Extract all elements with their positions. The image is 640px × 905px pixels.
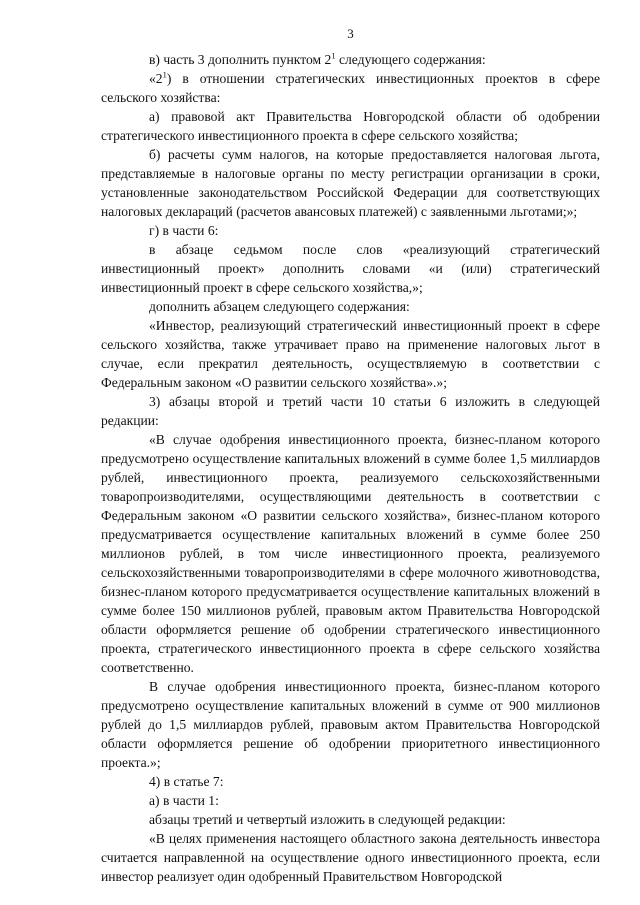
page-number: 3: [347, 26, 354, 41]
paragraph: а) правовой акт Правительства Новгородской области об одобрении стратегического инвестиционного проекта в сфере сельского хозяйства;: [101, 109, 600, 143]
paragraph: дополнить абзацем следующего содержания:: [149, 299, 410, 314]
paragraph: а) в части 1:: [149, 793, 219, 808]
paragraph: г) в части 6:: [149, 223, 219, 238]
paragraph: 4) в статье 7:: [149, 774, 224, 789]
document-body: [101, 50, 600, 886]
paragraph: б) расчеты сумм налогов, на которые предоставляется налоговая льгота, представляемые в налоговые органы по месту регистрации организации в сроки, установленные законодательством Российской Федерации для соответствующих налоговых деклараций (расчетов авансовых платежей) с заявленными льготами;»;: [101, 147, 600, 219]
paragraph: «В случае одобрения инвестиционного проекта, бизнес-планом которого предусмотрено осуществление капитальных вложений в сумме более 1,5 миллиардов рублей, инвестиционного проекта, реализуемого сельскохозяйственными товаропроизводителями, осуществляющими деятельность в соответствии с Федеральным законом «О развитии сельского хозяйства», бизнес-планом которого предусматривается осуществление капитальных вложений в сумме более 250 миллионов рублей, в том числе инвестиционного проекта, реализуемого сельскохозяйственными товаропроизводителями в сфере молочного животноводства, бизнес-планом которого предусматривается осуществление капитальных вложений в сумме более 150 миллионов рублей, правовым актом Правительства Новгородской области оформляется решение об одобрении стратегического инвестиционного проекта, стратегического инвестиционного проекта в сфере сельского хозяйства соответственно.: [101, 432, 600, 675]
paragraph: в) часть 3 дополнить пунктом $2^1$ следующего содержания:: [149, 50, 486, 67]
paragraph: абзацы третий и четвертый изложить в следующей редакции:: [149, 812, 506, 827]
paragraph: 3) абзацы второй и третий части 10 статьи 6 изложить в следующей редакции:: [101, 394, 600, 428]
paragraph: «Инвестор, реализующий стратегический инвестиционный проект в сфере сельского хозяйства, также утрачивает право на применение налоговых льгот в случае, если прекратил деятельность, осуществляемую в соответствии с Федеральным законом «О развитии сельского хозяйства».»;: [101, 318, 600, 390]
paragraph: «В целях применения настоящего областного закона деятельность инвестора считается направленной на осуществление одного инвестиционного проекта, если инвестор реализует один одобренный Правительством Новгородской: [101, 831, 600, 884]
paragraph: «$2^1$) в отношении стратегических инвестиционных проектов в сфере сельского хозяйства:: [101, 69, 600, 105]
paragraph: в абзаце седьмом после слов «реализующий стратегический инвестиционный проект» дополнить словами «и (или) стратегический инвестиционный проект в сфере сельского хозяйства,»;: [101, 242, 600, 295]
paragraph: В случае одобрения инвестиционного проекта, бизнес-планом которого предусмотрено осуществление капитальных вложений в сумме от 900 миллионов рублей до 1,5 миллиардов рублей, правовым актом Правительства Новгородской области оформляется решение об одобрении приоритетного инвестиционного проекта.»;: [101, 679, 600, 770]
